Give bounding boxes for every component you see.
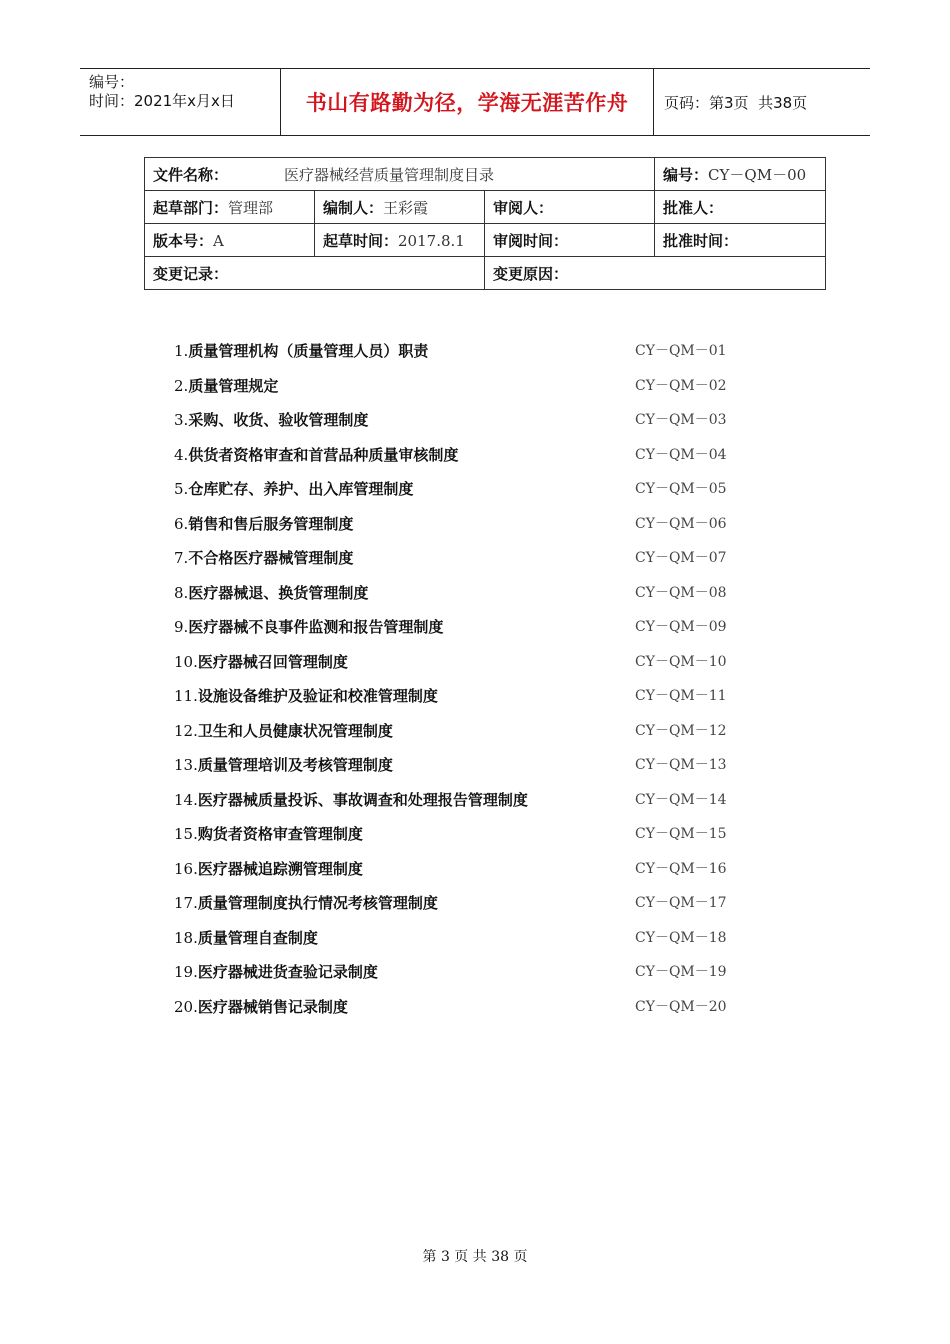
- list-item-title: 医疗器械召回管理制度: [197, 652, 348, 671]
- reviewer-cell: [485, 191, 655, 224]
- directory-list: [174, 334, 734, 1024]
- change-record-cell: [145, 257, 485, 290]
- list-item-title: 医疗器械销售记录制度: [197, 997, 348, 1016]
- page-footer: [0, 1246, 950, 1266]
- list-item: [174, 679, 734, 714]
- list-item-code: CY－QM－20: [635, 998, 727, 1015]
- list-item: [174, 334, 734, 369]
- list-item: [174, 783, 734, 818]
- header-slogan: 书山有路勤为径，学海无涯苦作舟: [281, 69, 654, 135]
- list-item-code: CY－QM－03: [635, 412, 727, 428]
- draft-dept-value: 管理部: [228, 198, 274, 217]
- draft-dept-cell: [145, 191, 315, 224]
- list-item-title: 医疗器械进货查验记录制度: [197, 963, 378, 981]
- review-time-cell: [485, 224, 655, 257]
- list-item-title: 购货者资格审查管理制度: [197, 825, 363, 843]
- list-item-code: CY－QM－10: [635, 653, 727, 670]
- approver-label: 批准人：: [663, 198, 724, 217]
- list-item-number: 17.: [174, 894, 198, 912]
- draft-dept-label: 起草部门：: [153, 198, 229, 217]
- list-item-code: CY－QM－05: [635, 481, 727, 497]
- file-name-label: 文件名称：: [153, 165, 229, 184]
- list-item-title: 医疗器械质量投诉、事故调查和处理报告管理制度: [197, 790, 528, 809]
- list-item: [174, 990, 734, 1025]
- draft-time-value: 2017.8.1: [398, 231, 465, 250]
- doc-number-value: CY－QM－00: [708, 165, 807, 184]
- list-item-code: CY－QM－19: [635, 964, 727, 980]
- approve-time-label: 批准时间：: [663, 231, 739, 250]
- list-item-title: 供货者资格审查和首营品种质量审核制度: [188, 445, 459, 464]
- list-item: [174, 645, 734, 680]
- list-item-number: 10.: [174, 652, 198, 671]
- doc-number-cell: [655, 158, 826, 191]
- change-record-label: 变更记录：: [153, 264, 229, 283]
- reviewer-label: 审阅人：: [493, 198, 554, 217]
- list-item-title: 仓库贮存、养护、出入库管理制度: [188, 480, 414, 498]
- list-item-title: 不合格医疗器械管理制度: [188, 549, 354, 567]
- info-row-people: [145, 191, 826, 224]
- change-reason-cell: [485, 257, 826, 290]
- list-item-number: 9.: [174, 618, 189, 636]
- doc-number-label: 编号：: [663, 165, 709, 184]
- change-reason-label: 变更原因：: [493, 264, 569, 283]
- list-item: [174, 748, 734, 783]
- list-item: [174, 576, 734, 611]
- editor-value: 王彩霞: [383, 198, 429, 217]
- list-item-title: 医疗器械不良事件监测和报告管理制度: [188, 618, 444, 636]
- list-item-title: 质量管理自查制度: [197, 928, 318, 947]
- list-item-number: 2.: [174, 376, 189, 395]
- list-item: [174, 507, 734, 542]
- info-row-change: [145, 257, 826, 290]
- list-item-code: CY－QM－18: [635, 929, 727, 946]
- list-item-code: CY－QM－12: [635, 722, 727, 739]
- list-item: [174, 541, 734, 576]
- approver-cell: [655, 191, 826, 224]
- header-page-code-text: 页码：第3页 共38页: [664, 93, 808, 112]
- list-item-number: 1.: [174, 342, 189, 360]
- list-item-code: CY－QM－02: [635, 377, 727, 394]
- list-item-title: 医疗器械追踪溯管理制度: [197, 859, 363, 878]
- list-item-title: 质量管理培训及考核管理制度: [197, 756, 393, 774]
- list-item-number: 20.: [174, 997, 198, 1016]
- list-item: [174, 403, 734, 438]
- file-name-value: 医疗器械经营质量管理制度目录: [284, 165, 495, 184]
- list-item-code: CY－QM－17: [635, 895, 727, 911]
- header-page-code: [654, 69, 870, 135]
- list-item-number: 5.: [174, 480, 189, 498]
- editor-cell: [315, 191, 485, 224]
- footer-page-number: 第 3 页 共 38 页: [422, 1249, 528, 1265]
- list-item-code: CY－QM－09: [635, 619, 727, 635]
- list-item-number: 8.: [174, 583, 189, 602]
- list-item-code: CY－QM－16: [635, 860, 727, 877]
- list-item-code: CY－QM－08: [635, 584, 727, 601]
- list-item-title: 设施设备维护及验证和校准管理制度: [197, 687, 438, 705]
- draft-time-cell: [315, 224, 485, 257]
- list-item-title: 采购、收货、验收管理制度: [188, 411, 369, 429]
- list-item-number: 19.: [174, 963, 198, 981]
- list-item-number: 7.: [174, 549, 189, 567]
- info-row-version: [145, 224, 826, 257]
- list-item-code: CY－QM－13: [635, 757, 727, 773]
- list-item-code: CY－QM－01: [635, 343, 727, 359]
- list-item-number: 18.: [174, 928, 198, 947]
- list-item-title: 质量管理制度执行情况考核管理制度: [197, 894, 438, 912]
- list-item: [174, 817, 734, 852]
- version-value: A: [213, 231, 224, 250]
- list-item: [174, 921, 734, 956]
- list-item-number: 13.: [174, 756, 198, 774]
- list-item-number: 15.: [174, 825, 198, 843]
- header-number-label: 编号：: [89, 73, 135, 91]
- draft-time-label: 起草时间：: [323, 231, 399, 250]
- document-info-table: [144, 157, 826, 290]
- list-item-code: CY－QM－06: [635, 515, 727, 532]
- list-item-code: CY－QM－14: [635, 791, 727, 808]
- list-item-title: 销售和售后服务管理制度: [188, 514, 354, 533]
- list-item-number: 11.: [174, 687, 198, 705]
- list-item-number: 12.: [174, 721, 198, 740]
- list-item: [174, 369, 734, 404]
- list-item-title: 质量管理规定: [188, 376, 279, 395]
- list-item-code: CY－QM－04: [635, 446, 727, 463]
- list-item-number: 6.: [174, 514, 189, 533]
- list-item-number: 3.: [174, 411, 189, 429]
- list-item: [174, 852, 734, 887]
- list-item: [174, 610, 734, 645]
- version-label: 版本号：: [153, 231, 214, 250]
- review-time-label: 审阅时间：: [493, 231, 569, 250]
- list-item-number: 16.: [174, 859, 198, 878]
- version-cell: [145, 224, 315, 257]
- list-item: [174, 714, 734, 749]
- list-item-title: 卫生和人员健康状况管理制度: [197, 721, 393, 740]
- file-name-cell: [145, 158, 655, 191]
- approve-time-cell: [655, 224, 826, 257]
- list-item: [174, 886, 734, 921]
- list-item-code: CY－QM－11: [635, 688, 727, 704]
- list-item-number: 14.: [174, 790, 198, 809]
- list-item-code: CY－QM－07: [635, 550, 727, 566]
- list-item: [174, 955, 734, 990]
- header-time-label: 时间：2021年x月x日: [89, 92, 235, 110]
- editor-label: 编制人：: [323, 198, 384, 217]
- list-item-title: 质量管理机构（质量管理人员）职责: [188, 342, 429, 360]
- list-item-title: 医疗器械退、换货管理制度: [188, 583, 369, 602]
- info-row-file: [145, 158, 826, 191]
- list-item-number: 4.: [174, 445, 189, 464]
- header-meta: [80, 69, 281, 135]
- page-header: [80, 68, 870, 136]
- list-item: [174, 472, 734, 507]
- list-item-code: CY－QM－15: [635, 826, 727, 842]
- list-item: [174, 438, 734, 473]
